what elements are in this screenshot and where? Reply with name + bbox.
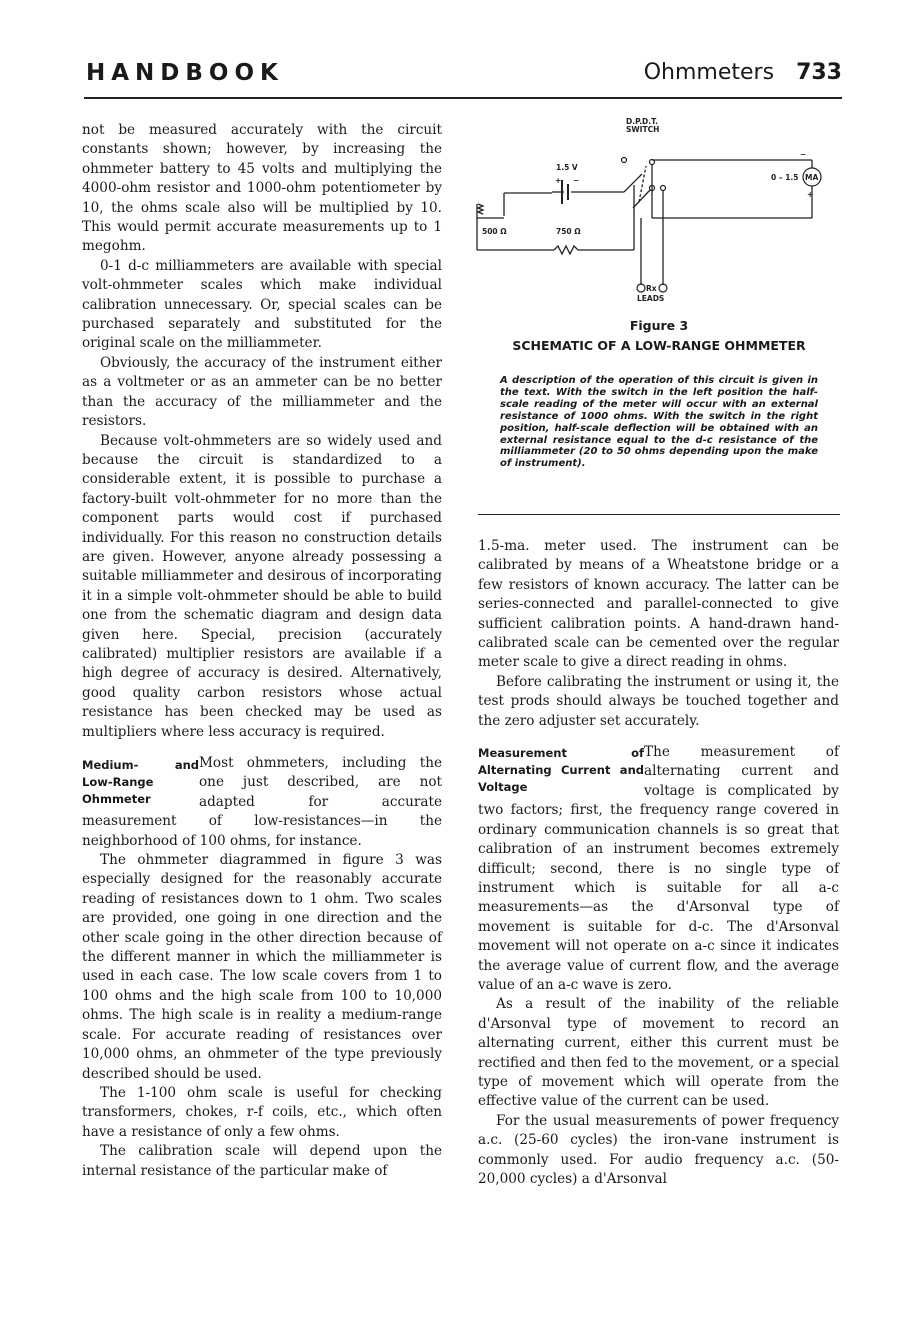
rx-label: Rx (646, 284, 657, 293)
page-number: 733 (796, 60, 842, 85)
minus-sign: − (573, 176, 580, 185)
schematic-figure (474, 110, 844, 310)
battery-label: 1.5 V (556, 163, 578, 172)
paragraph: As a result of the inability of the reliable d'Arsonval type of movement to record an alternating current, either this current must be rectified and then fed to the movement, or a special type of movement which will operate from the effective value of the current can be used. (478, 996, 839, 1110)
meter-range-label: 0 – 1.5 (771, 173, 799, 182)
paragraph-text: Most ohmmeters, including the one just described, are not adapted for accurate measurement of low-resistances—in the neighborhood of 100 ohms, for instance. (82, 755, 442, 849)
left-column (82, 121, 442, 1181)
meter-label: MA (805, 173, 819, 182)
schematic-diagram (474, 110, 844, 310)
paragraph: 1.5-ma. meter used. The instrument can be calibrated by means of a Wheatstone bridge or a few resistors of known accuracy. The latter can be series-connected and parallel-connected to give sufficient calibration points. A hand-drawn hand-calibrated scale can be cemented over the regular meter scale to give a direct reading in ohms. (478, 538, 839, 671)
figure-title: SCHEMATIC OF A LOW-RANGE OHMMETER (512, 338, 806, 353)
paragraph-text: The measurement of alternating current and voltage is complicated by two factors; first, the frequency range covered in ordinary communication channels is so great that calibration of an instrument becomes extremely difficult; second, there is no single type of instrument which is suitable for all a-c measurements—as the d'Arsonval type of movement is suitable for d-c. The d'Arsonval movement will not operate on a-c since it indicates the average value of current flow, and the average value of an a-c wave is zero. (478, 744, 839, 993)
caption-rule (478, 514, 840, 515)
right-column (478, 537, 839, 1189)
side-heading: Medium- and Low-Range Ohmmeter (82, 758, 199, 806)
side-heading: Measurement of Alternating Current and Voltage (478, 746, 644, 795)
resistor-750-label: 750 Ω (556, 227, 581, 236)
running-head-right (644, 60, 842, 85)
paragraph: not be measured accurately with the circuit constants shown; however, by increasing the ohmmeter battery to 45 volts and multiplying the 4000-ohm resistor and 1000-ohm potentiometer by 10, the ohms scale also will be multiplied by 10. This would permit accurate measurements up to 1 megohm. (82, 122, 442, 255)
leads-label: LEADS (637, 294, 665, 303)
paragraph: 0-1 d-c milliammeters are available with special volt-ohmmeter scales which make individual calibration unnecessary. Or, special scales can be purchased separately and substituted for the original scale on the milliammeter. (82, 257, 442, 352)
paragraph: Before calibrating the instrument or using it, the test prods should always be touched together and the zero adjuster set accurately. (478, 673, 839, 729)
meter-plus-sign: + (807, 190, 814, 199)
figure-caption: A description of the operation of this circuit is given in the text. With the switch in the left position the half-scale reading of the meter will occur with an external resistance of 1000 ohms. With the switch in the right position, half-scale deflection will be obtained with an external resistance equal to the d-c resistance of the milliammeter (20 to 50 ohms depending upon the make of instrument). (500, 375, 818, 470)
paragraph: Because volt-ohmmeters are so widely used and because the circuit is standardized to a considerable extent, it is possible to purchase a factory-built volt-ohmmeter for no more than the component parts would cost if purchased individually. For this reason no construction details are given. However, anyone already possessing a suitable milliammeter and desirous of incorporating it in a simple volt-ohmmeter should be able to build one from the schematic diagram and design data given here. Special, precision (accurately calibrated) multiplier resistors are available if a high degree of accuracy is desired. Alternatively, good quality carbon resistors whose actual resistance has been checked may be used as multipliers where less accuracy is required. (82, 432, 442, 740)
paragraph: The calibration scale will depend upon the internal resistance of the particular make of (82, 1143, 442, 1179)
header-rule (84, 97, 842, 99)
meter-minus-sign: − (800, 150, 807, 159)
paragraph-with-sidehead (478, 743, 839, 995)
paragraph: The ohmmeter diagrammed in figure 3 was especially designed for the reasonably accurate reading of resistances down to 1 ohm. Two scales are provided, one going in one direction and the other scale going in the other direction because of the different manner in which the milliammeter is used in each case. The low scale covers from 1 to 100 ohms and the high scale from 100 to 10,000 ohms. The high scale is in reality a medium-range scale. For accurate reading of resistances over 10,000 ohms, an ohmmeter of the type previously described should be used. (82, 852, 442, 1082)
section-title: Ohmmeters (643, 60, 775, 85)
switch-label-line1: D.P.D.T. (626, 117, 658, 126)
paragraph: Obviously, the accuracy of the instrument either as a voltmeter or as an ammeter can be no better than the accuracy of the milliammeter and the resistors. (82, 354, 442, 430)
figure-number: Figure 3 (629, 318, 689, 333)
switch-label-line2: SWITCH (626, 125, 660, 134)
paragraph: For the usual measurements of power frequency a.c. (25-60 cycles) the iron-vane instrument is commonly used. For audio frequency a.c. (50-20,000 cycles) a d'Arsonval (478, 1112, 839, 1187)
paragraph: The 1-100 ohm scale is useful for checking transformers, chokes, r-f coils, etc., which often have a resistance of only a few ohms. (82, 1084, 442, 1140)
paragraph-with-sidehead (82, 754, 442, 851)
resistor-500-label: 500 Ω (482, 227, 507, 236)
running-head-title: HANDBOOK (86, 60, 284, 86)
plus-sign: + (555, 176, 562, 185)
